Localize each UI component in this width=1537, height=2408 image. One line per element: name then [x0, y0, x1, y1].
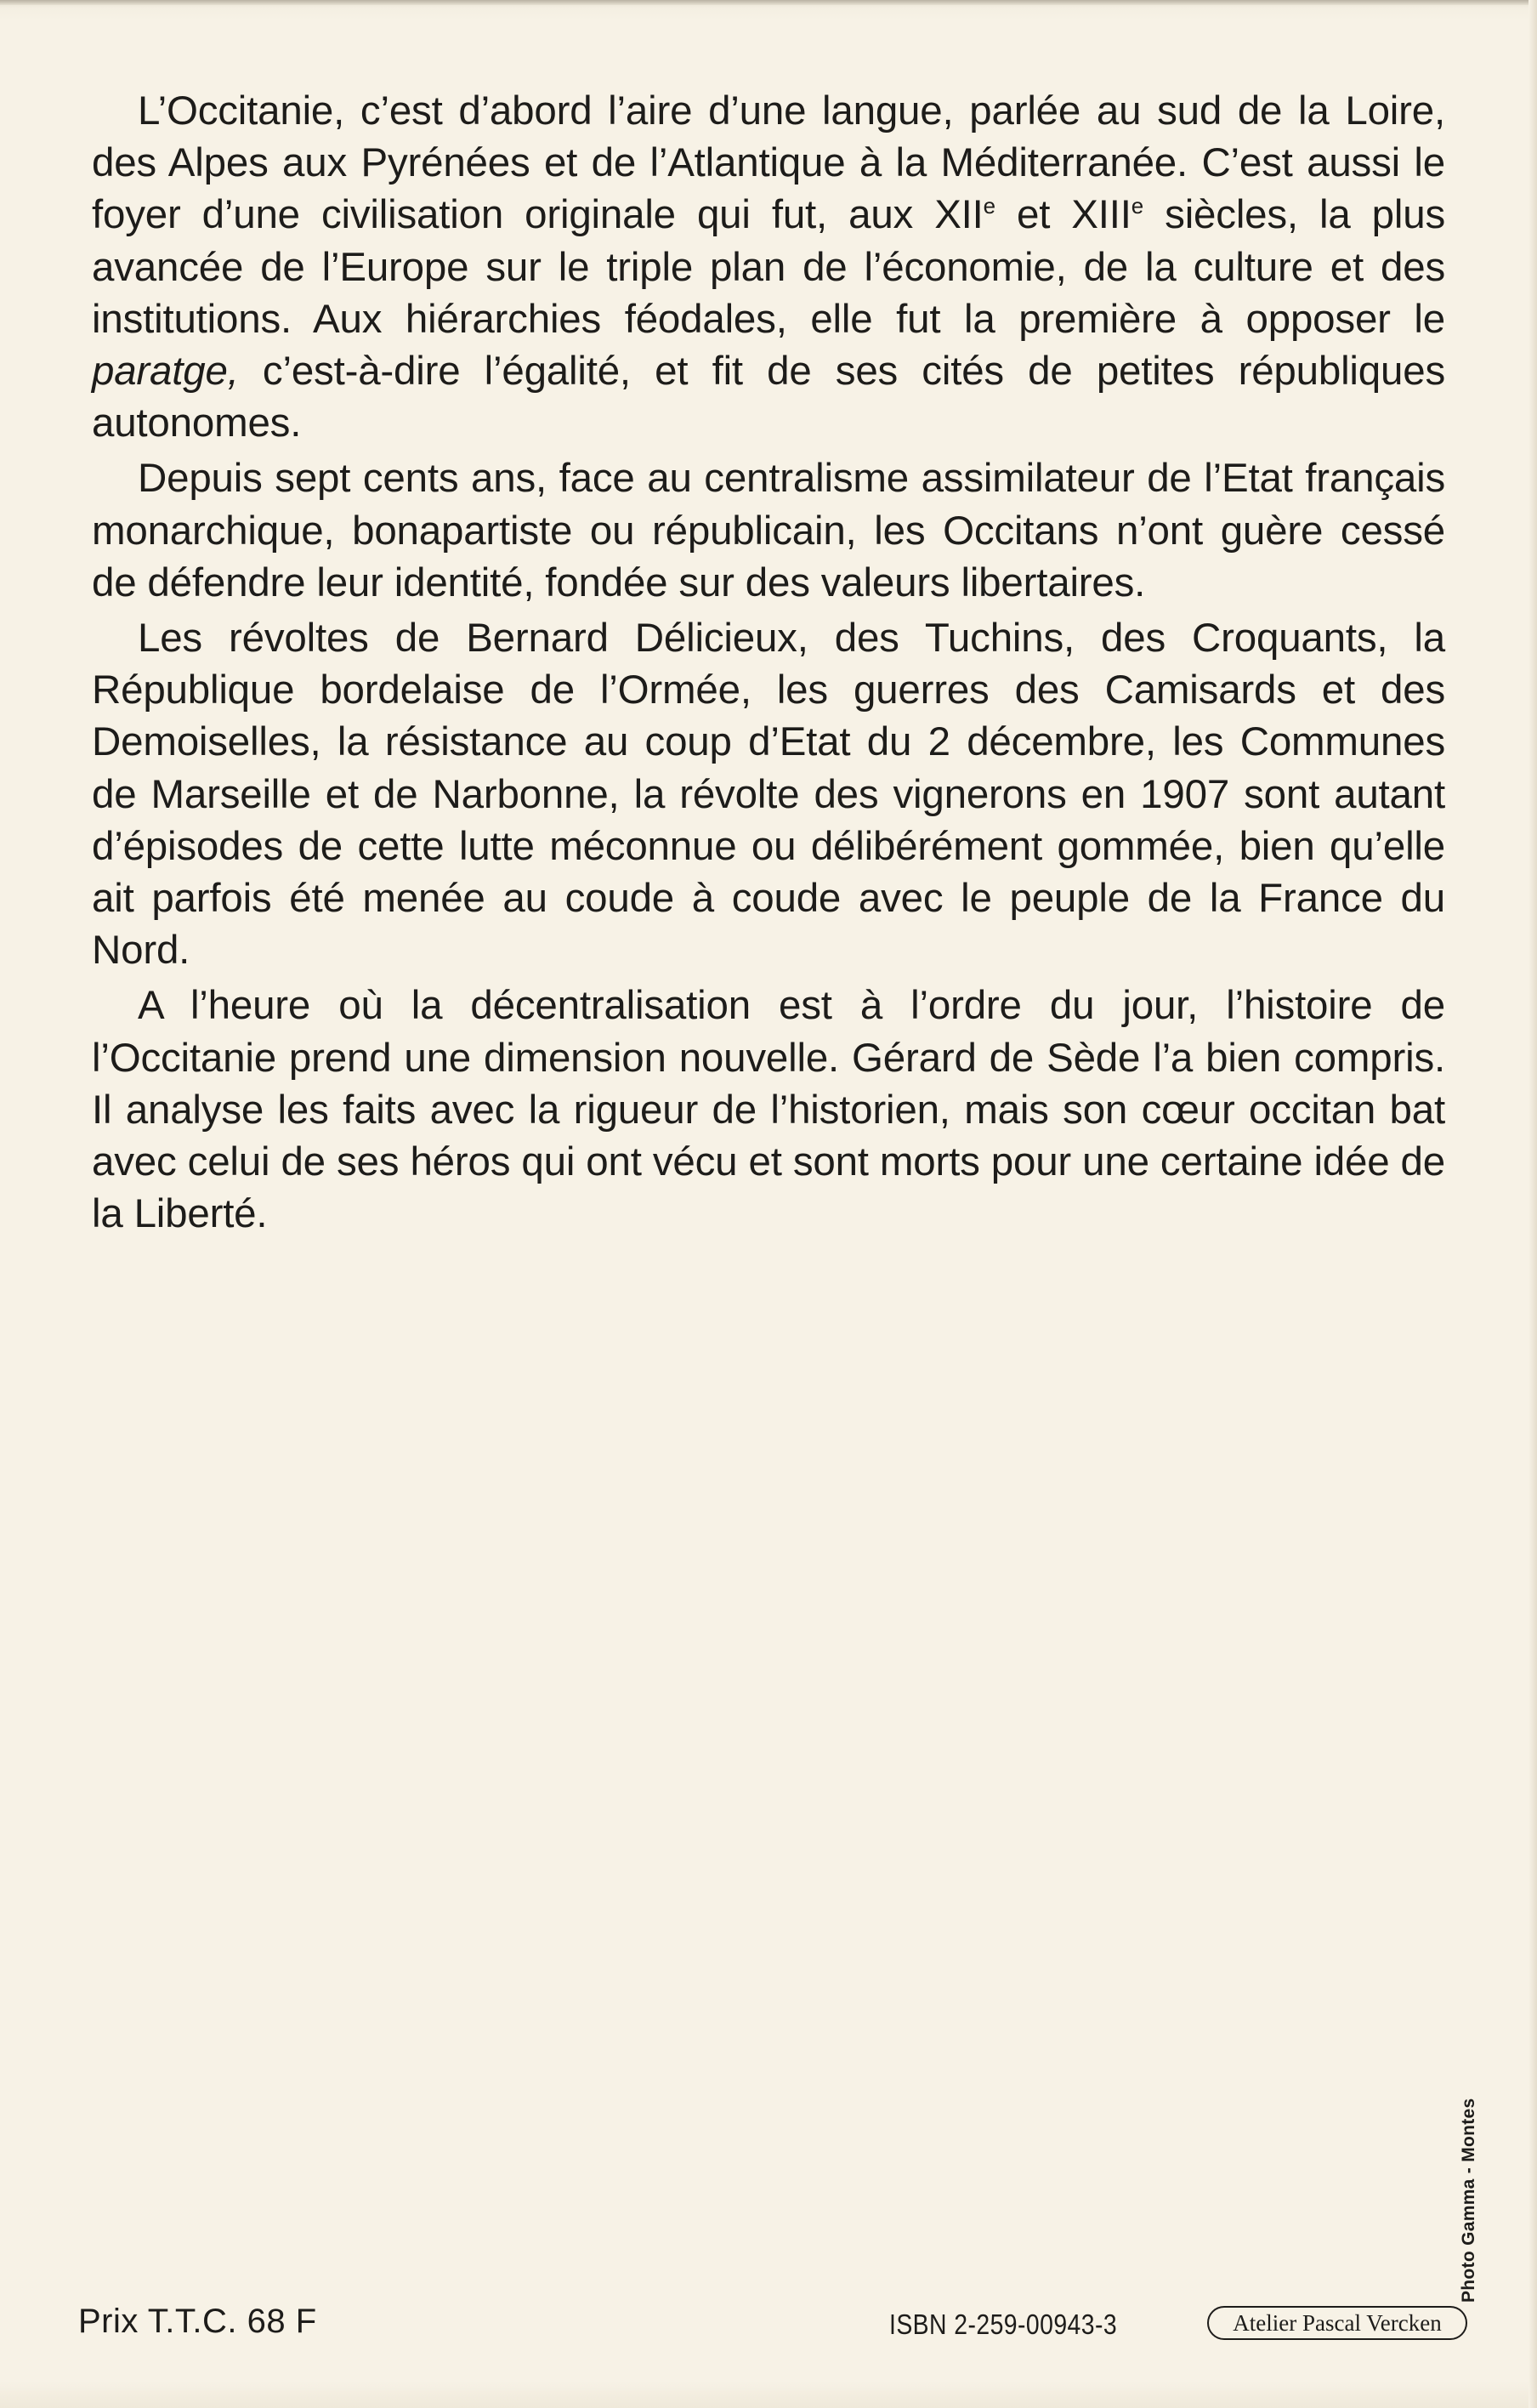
blurb-text [92, 85, 1445, 1240]
paratge-term: paratge, [92, 349, 239, 395]
paragraph-2: Depuis sept cents ans, face au centralisme assimilateur de l’Etat français monarchique, bonapartiste ou républicain, les Occitans n’ont guère cessé de défendre leur identité, fondée sur des valeurs libertaires. [92, 456, 1445, 605]
isbn-number: ISBN 2-259-00943-3 [889, 2309, 1118, 2340]
century-superscript: e [983, 193, 995, 219]
designer-credit-badge: Atelier Pascal Vercken [1207, 2306, 1467, 2340]
page-right-edge [1528, 0, 1537, 2408]
paragraph-4: A l’heure où la décentralisation est à l’ordre du jour, l’histoire de l’Occitanie prend une dimension nouvelle. Gérard de Sède l’a bien compris. Il analyse les faits avec la rigueur de l’historien, mais son cœur occitan bat avec celui de ses héros qui ont vécu et sont morts pour une certaine idée de la Liberté. [92, 983, 1445, 1237]
paragraph-1 [92, 85, 1445, 449]
century-superscript: e [1131, 193, 1144, 219]
paragraph-1-text-d: c’est-à-dire l’égalité, et fit de ses cités de petites républiques autonomes. [92, 349, 1445, 446]
paragraph-1-text-c: siècles, la plus avancée de l’Europe sur le triple plan de l’économie, de la culture et des institutions. Aux hiérarchies féodales, elle fut la première à opposer le [92, 192, 1445, 342]
page-top-edge [0, 0, 1537, 5]
price-label: Prix T.T.C. 68 F [78, 2303, 317, 2340]
paragraph-1-text-b: et XIII [995, 192, 1131, 238]
photo-credit: Photo Gamma - Montes [1459, 2098, 1478, 2303]
paragraph-3: Les révoltes de Bernard Délicieux, des Tuchins, des Croquants, la République bordelaise de l’Ormée, les guerres des Camisards et des Demoiselles, la résistance au coup d’Etat du 2 décembre, les Communes de Marseille et de Narbonne, la révolte des vignerons en 1907 sont autant d’épisodes de cette lutte méconnue ou délibérément gommée, bien qu’elle ait parfois été menée au coude à coude avec le peuple de la France du Nord. [92, 616, 1445, 974]
paragraph-1-text-a: L’Occitanie, c’est d’abord l’aire d’une langue, parlée au sud de la Loire, des Alpes aux Pyrénées et de l’Atlantique à la Méditerranée. C’est aussi le foyer d’une civilisation originale qui fut, aux XII [92, 88, 1445, 238]
